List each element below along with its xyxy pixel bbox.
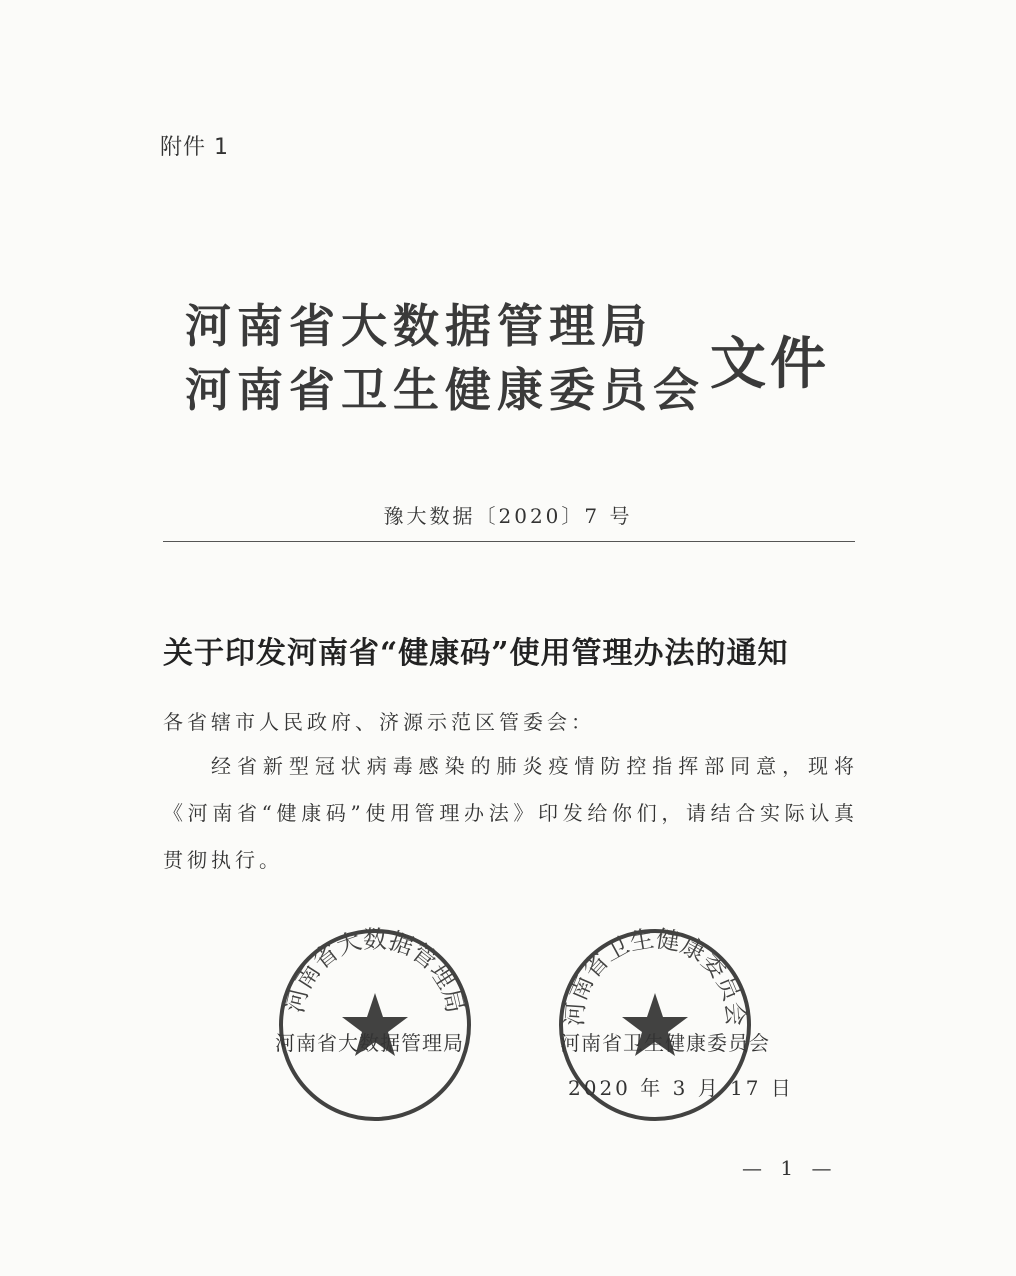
signing-date: 2020 年 3 月 17 日	[568, 1076, 794, 1100]
seal-2-text: 河南省卫生健康委员会	[560, 925, 750, 1027]
signer-2-name: 河南省卫生健康委员会	[560, 1031, 770, 1055]
issuer-line-2: 河南省卫生健康委员会	[185, 363, 705, 417]
issuer-line-1: 河南省大数据管理局	[185, 299, 653, 353]
seal-1-text: 河南省大数据管理局	[280, 925, 470, 1016]
attachment-label: 附件 1	[160, 135, 229, 160]
page-number: — 1 —	[742, 1156, 838, 1180]
header-divider	[163, 541, 855, 542]
document-header	[185, 290, 845, 420]
official-seal-1	[275, 925, 475, 1125]
document-number: 豫大数据〔2020〕7 号	[383, 504, 633, 528]
signer-1-name: 河南省大数据管理局	[275, 1031, 464, 1055]
notice-title: 关于印发河南省“健康码”使用管理办法的通知	[163, 636, 789, 671]
recipient-line: 各省辖市人民政府、济源示范区管委会：	[163, 710, 595, 734]
body-paragraph: 经省新型冠状病毒感染的肺炎疫情防控指挥部同意，现将《河南省“健康码”使用管理办法》印发给你们，请结合实际认真贯彻执行。	[163, 754, 858, 872]
document-type-label: 文件	[710, 331, 830, 397]
